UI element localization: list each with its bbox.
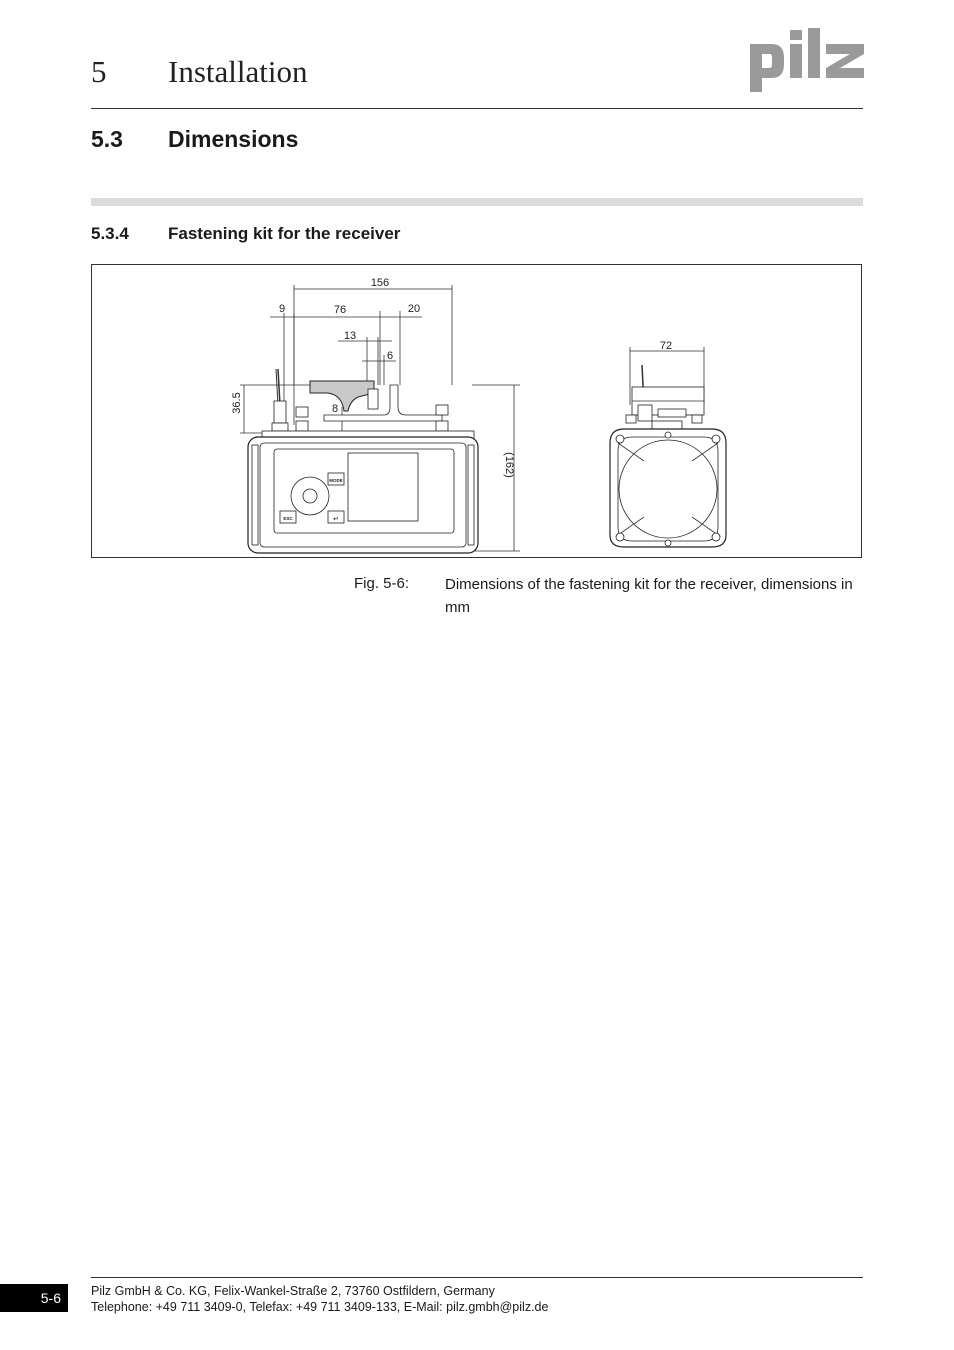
header-rule — [91, 108, 863, 109]
figure-caption: Dimensions of the fastening kit for the receiver, dimensions in mm — [445, 576, 853, 616]
dim-20: 20 — [407, 303, 421, 315]
subsection-title: Fastening kit for the receiver — [168, 224, 401, 243]
dimension-drawing — [92, 265, 863, 559]
dim-8: 8 — [331, 403, 339, 415]
page-number: 5-6 — [0, 1284, 68, 1312]
subsection-number: 5.3.4 — [91, 224, 129, 243]
dim-6: 6 — [386, 350, 394, 362]
dim-162: (162) — [503, 452, 515, 478]
section-title: Dimensions — [168, 126, 299, 152]
mode-key-label: MODE — [329, 478, 343, 483]
figure-label: Fig. 5-6: — [354, 575, 410, 592]
section-number: 5.3 — [91, 126, 123, 152]
chapter-title: Installation — [168, 54, 308, 89]
dim-13: 13 — [343, 330, 357, 342]
dim-72: 72 — [659, 340, 673, 352]
chapter-number: 5 — [91, 54, 107, 89]
dim-36-5: 36.5 — [231, 392, 243, 414]
footer-rule — [91, 1277, 863, 1278]
footer-contact: Telephone: +49 711 3409-0, Telefax: +49 711 3409-133, E-Mail: pilz.gmbh@pilz.de — [91, 1300, 549, 1314]
section-divider — [91, 198, 863, 206]
dim-9: 9 — [278, 303, 286, 315]
dimension-figure — [91, 264, 862, 558]
enter-key-label: ↵ — [333, 515, 339, 523]
dim-76: 76 — [333, 304, 347, 316]
dim-156: 156 — [370, 277, 390, 289]
esc-key-label: ESC — [283, 516, 293, 521]
footer-address: Pilz GmbH & Co. KG, Felix-Wankel-Straße 2, 73760 Ostfildern, Germany — [91, 1284, 495, 1298]
pilz-logo — [746, 26, 866, 96]
